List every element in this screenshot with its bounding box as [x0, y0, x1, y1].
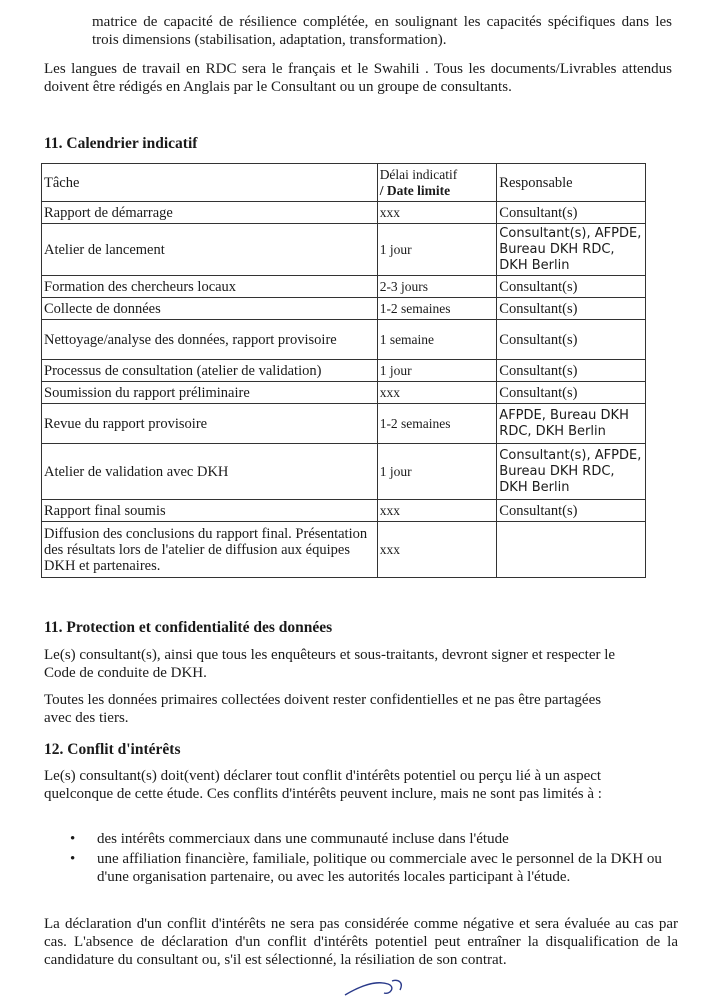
cell-task: Atelier de lancement	[42, 224, 378, 276]
cell-deadline: 1-2 semaines	[377, 404, 497, 444]
intro-continuation: matrice de capacité de résilience complétée, en soulignant les capacités spécifiques dans les trois dimensions (stabilisation, adaptation, transformation).	[92, 14, 672, 48]
col-header-responsible: Responsable	[497, 164, 646, 202]
col-header-deadline-line1: Délai indicatif	[379, 166, 458, 182]
data-protection-heading: 11. Protection et confidentialité des données	[44, 619, 333, 636]
calendar-heading: 11. Calendrier indicatif	[44, 135, 198, 152]
cell-responsible: Consultant(s)	[497, 360, 646, 382]
signature-mark	[340, 978, 420, 996]
cell-task: Soumission du rapport préliminaire	[42, 382, 378, 404]
cell-task: Rapport final soumis	[42, 500, 378, 522]
table-row	[42, 500, 646, 522]
cell-task: Revue du rapport provisoire	[42, 404, 378, 444]
cell-responsible: Consultant(s)	[497, 276, 646, 298]
cell-deadline: 1-2 semaines	[377, 298, 497, 320]
data-protection-p2: Toutes les données primaires collectées doivent rester confidentielles et ne pas être partagées avec des tiers.	[44, 692, 602, 726]
cell-responsible: Consultant(s)	[497, 320, 646, 360]
table-row	[42, 224, 646, 276]
cell-deadline: xxx	[377, 522, 497, 578]
cell-task: Atelier de validation avec DKH	[42, 444, 378, 500]
conflict-bullet-list	[62, 830, 672, 888]
list-item	[62, 830, 672, 848]
cell-task: Collecte de données	[42, 298, 378, 320]
table-row	[42, 320, 646, 360]
table-row	[42, 404, 646, 444]
cell-task: Processus de consultation (atelier de validation)	[42, 360, 378, 382]
cell-task: Formation des chercheurs locaux	[42, 276, 378, 298]
cell-deadline: xxx	[377, 382, 497, 404]
cell-deadline: xxx	[377, 202, 497, 224]
cell-responsible: Consultant(s), AFPDE, Bureau DKH RDC, DKH Berlin	[497, 224, 646, 276]
cell-deadline: 2-3 jours	[377, 276, 497, 298]
table-header-row	[42, 164, 646, 202]
cell-responsible: Consultant(s)	[497, 298, 646, 320]
cell-responsible: Consultant(s)	[497, 202, 646, 224]
cell-responsible	[497, 522, 646, 578]
intro-languages: Les langues de travail en RDC sera le français et le Swahili . Tous les documents/Livrables attendus doivent être rédigés en Anglais par le Consultant ou un groupe de consultants.	[44, 61, 672, 95]
cell-task: Diffusion des conclusions du rapport final. Présentation des résultats lors de l'atelier de diffusion aux équipes DKH et partenaires.	[42, 522, 378, 578]
bullet-text: des intérêts commerciaux dans une communauté incluse dans l'étude	[97, 831, 509, 847]
table-row	[42, 360, 646, 382]
calendar-table	[41, 163, 646, 578]
table-row	[42, 444, 646, 500]
col-header-task: Tâche	[42, 164, 378, 202]
data-protection-p1: Le(s) consultant(s), ainsi que tous les enquêteurs et sous-traitants, devront signer et respecter le Code de conduite de DKH.	[44, 647, 616, 681]
table-row	[42, 382, 646, 404]
cell-deadline: xxx	[377, 500, 497, 522]
cell-deadline: 1 semaine	[377, 320, 497, 360]
col-header-deadline	[377, 164, 497, 202]
bullet-icon: •	[70, 831, 76, 847]
bullet-icon: •	[70, 851, 76, 867]
table-row	[42, 202, 646, 224]
bullet-text: une affiliation financière, familiale, politique ou commerciale avec le personnel de la DKH ou d'une organisation partenaire, ou avec les autorités locales participant à l'étude.	[97, 851, 662, 885]
cell-responsible: Consultant(s)	[497, 382, 646, 404]
cell-task: Rapport de démarrage	[42, 202, 378, 224]
cell-responsible: Consultant(s), AFPDE, Bureau DKH RDC, DKH Berlin	[497, 444, 646, 500]
cell-task: Nettoyage/analyse des données, rapport provisoire	[42, 320, 378, 360]
conflict-heading: 12. Conflit d'intérêts	[44, 741, 181, 758]
cell-responsible: Consultant(s)	[497, 500, 646, 522]
list-item	[62, 850, 672, 886]
table-row	[42, 298, 646, 320]
cell-deadline: 1 jour	[377, 224, 497, 276]
cell-responsible: AFPDE, Bureau DKH RDC, DKH Berlin	[497, 404, 646, 444]
conflict-p2: La déclaration d'un conflit d'intérêts ne sera pas considérée comme négative et sera évaluée au cas par cas. L'absence de déclaration d'un conflit d'intérêts potentiel peut entraîner la disqualification de la candidature du consultant ou, s'il est sélectionné, la résiliation de son contrat.	[44, 916, 678, 968]
table-row	[42, 522, 646, 578]
table-row	[42, 276, 646, 298]
conflict-p1: Le(s) consultant(s) doit(vent) déclarer tout conflit d'intérêts potentiel ou perçu lié à un aspect quelconque de cette étude. Ces conflits d'intérêts peuvent inclure, mais ne sont pas limités à :	[44, 768, 602, 802]
cell-deadline: 1 jour	[377, 360, 497, 382]
cell-deadline: 1 jour	[377, 444, 497, 500]
col-header-deadline-line2: / Date limite	[379, 182, 451, 198]
